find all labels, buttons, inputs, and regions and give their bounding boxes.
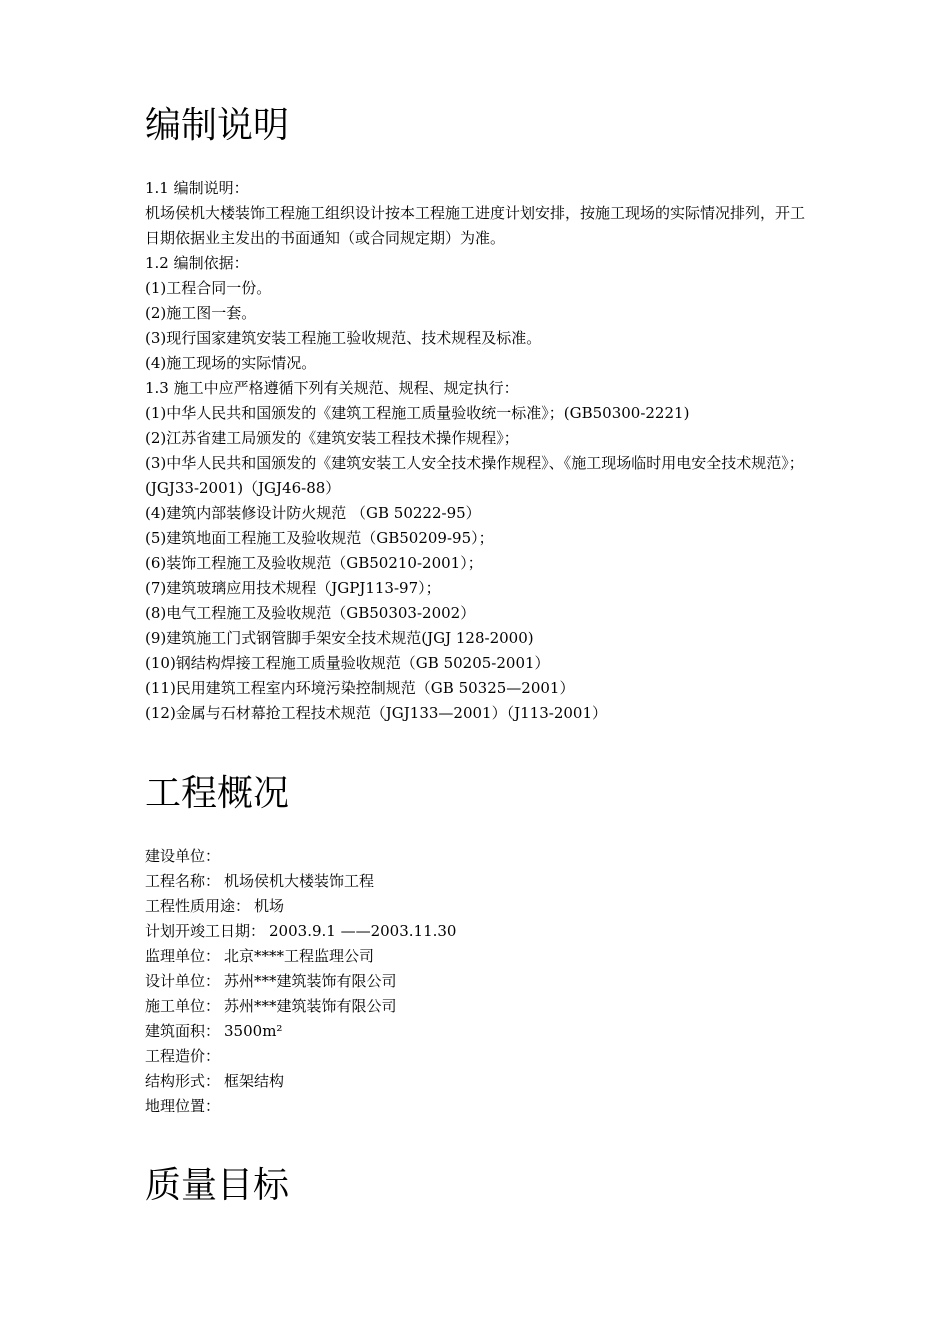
overview-row-cost — [145, 1044, 815, 1069]
overview-row-designer — [145, 969, 815, 994]
text-line: 1.1 编制说明： — [145, 179, 249, 197]
list-item: (1)中华人民共和国颁发的《建筑工程施工质量验收统一标准》；(GB50300-2221) — [145, 404, 690, 422]
list-item: (11)民用建筑工程室内环境污染控制规范（GB 50325—2001） — [145, 679, 575, 697]
text-paragraph: 机场侯机大楼装饰工程施工组织设计按本工程施工进度计划安排，按施工现场的实际情况排列，开工日期依据业主发出的书面通知（或合同规定期）为准。 — [145, 204, 806, 247]
field-label: 工程名称： — [145, 872, 221, 890]
list-item: (12)金属与石材幕抢工程技术规范（JGJ133—2001）（J113-2001） — [145, 704, 607, 722]
field-label: 建设单位： — [145, 847, 221, 865]
list-item: (1)工程合同一份。 — [145, 279, 272, 297]
field-label: 工程造价： — [145, 1047, 221, 1065]
field-value: 机场 — [254, 897, 285, 915]
section-quality — [145, 1164, 815, 1208]
field-label: 监理单位： — [145, 947, 221, 965]
list-item: (10)钢结构焊接工程施工质量验收规范（GB 50205-2001） — [145, 654, 550, 672]
list-item: (3)现行国家建筑安装工程施工验收规范、技术规程及标准。 — [145, 329, 542, 347]
text-line: 1.3 施工中应严格遵循下列有关规范、规程、规定执行： — [145, 379, 519, 397]
list-item: (6)装饰工程施工及验收规范（GB50210-2001）； — [145, 554, 483, 572]
overview-row-client — [145, 844, 815, 869]
overview-row-contractor — [145, 994, 815, 1019]
section-title: 工程概况 — [145, 773, 290, 814]
overview-row-location — [145, 1094, 815, 1119]
list-item: (4)建筑内部装修设计防火规范 （GB 50222-95） — [145, 504, 481, 522]
overview-row-supervisor — [145, 944, 815, 969]
section-body — [145, 176, 815, 726]
section-overview — [145, 772, 815, 1119]
section-title: 编制说明 — [145, 105, 290, 146]
list-item: (3)中华人民共和国颁发的《建筑安装工人安全技术操作规程》、《施工现场临时用电安全技术规范》；(JGJ33-2001)（JGJ46-88） — [145, 454, 804, 497]
text-line: 1.2 编制依据： — [145, 254, 249, 272]
field-value: 3500m² — [224, 1022, 283, 1040]
field-label: 地理位置： — [145, 1097, 221, 1115]
field-value: 2003.9.1 ——2003.11.30 — [269, 922, 457, 940]
overview-row-structure — [145, 1069, 815, 1094]
field-value: 机场侯机大楼装饰工程 — [224, 872, 375, 890]
field-label: 结构形式： — [145, 1072, 221, 1090]
overview-list — [145, 844, 815, 1119]
overview-row-schedule — [145, 919, 815, 944]
list-item: (7)建筑玻璃应用技术规程（JGPJ113-97）； — [145, 579, 441, 597]
field-label: 设计单位： — [145, 972, 221, 990]
overview-row-area — [145, 1019, 815, 1044]
field-value: 北京****工程监理公司 — [224, 947, 375, 965]
list-item: (4)施工现场的实际情况。 — [145, 354, 317, 372]
field-value: 苏州***建筑装饰有限公司 — [224, 997, 397, 1015]
field-label: 计划开竣工日期： — [145, 922, 266, 940]
overview-row-project-name — [145, 869, 815, 894]
field-label: 施工单位： — [145, 997, 221, 1015]
section-compile — [145, 104, 815, 726]
list-item: (2)江苏省建工局颁发的《建筑安装工程技术操作规程》； — [145, 429, 519, 447]
field-value: 框架结构 — [224, 1072, 285, 1090]
overview-row-usage — [145, 894, 815, 919]
section-title: 质量目标 — [145, 1165, 290, 1206]
list-item: (2)施工图一套。 — [145, 304, 257, 322]
field-value: 苏州***建筑装饰有限公司 — [224, 972, 397, 990]
list-item: (9)建筑施工门式钢管脚手架安全技术规范(JGJ 128-2000) — [145, 629, 534, 647]
list-item: (8)电气工程施工及验收规范（GB50303-2002） — [145, 604, 476, 622]
field-label: 建筑面积： — [145, 1022, 221, 1040]
field-label: 工程性质用途： — [145, 897, 251, 915]
list-item: (5)建筑地面工程施工及验收规范（GB50209-95）； — [145, 529, 494, 547]
